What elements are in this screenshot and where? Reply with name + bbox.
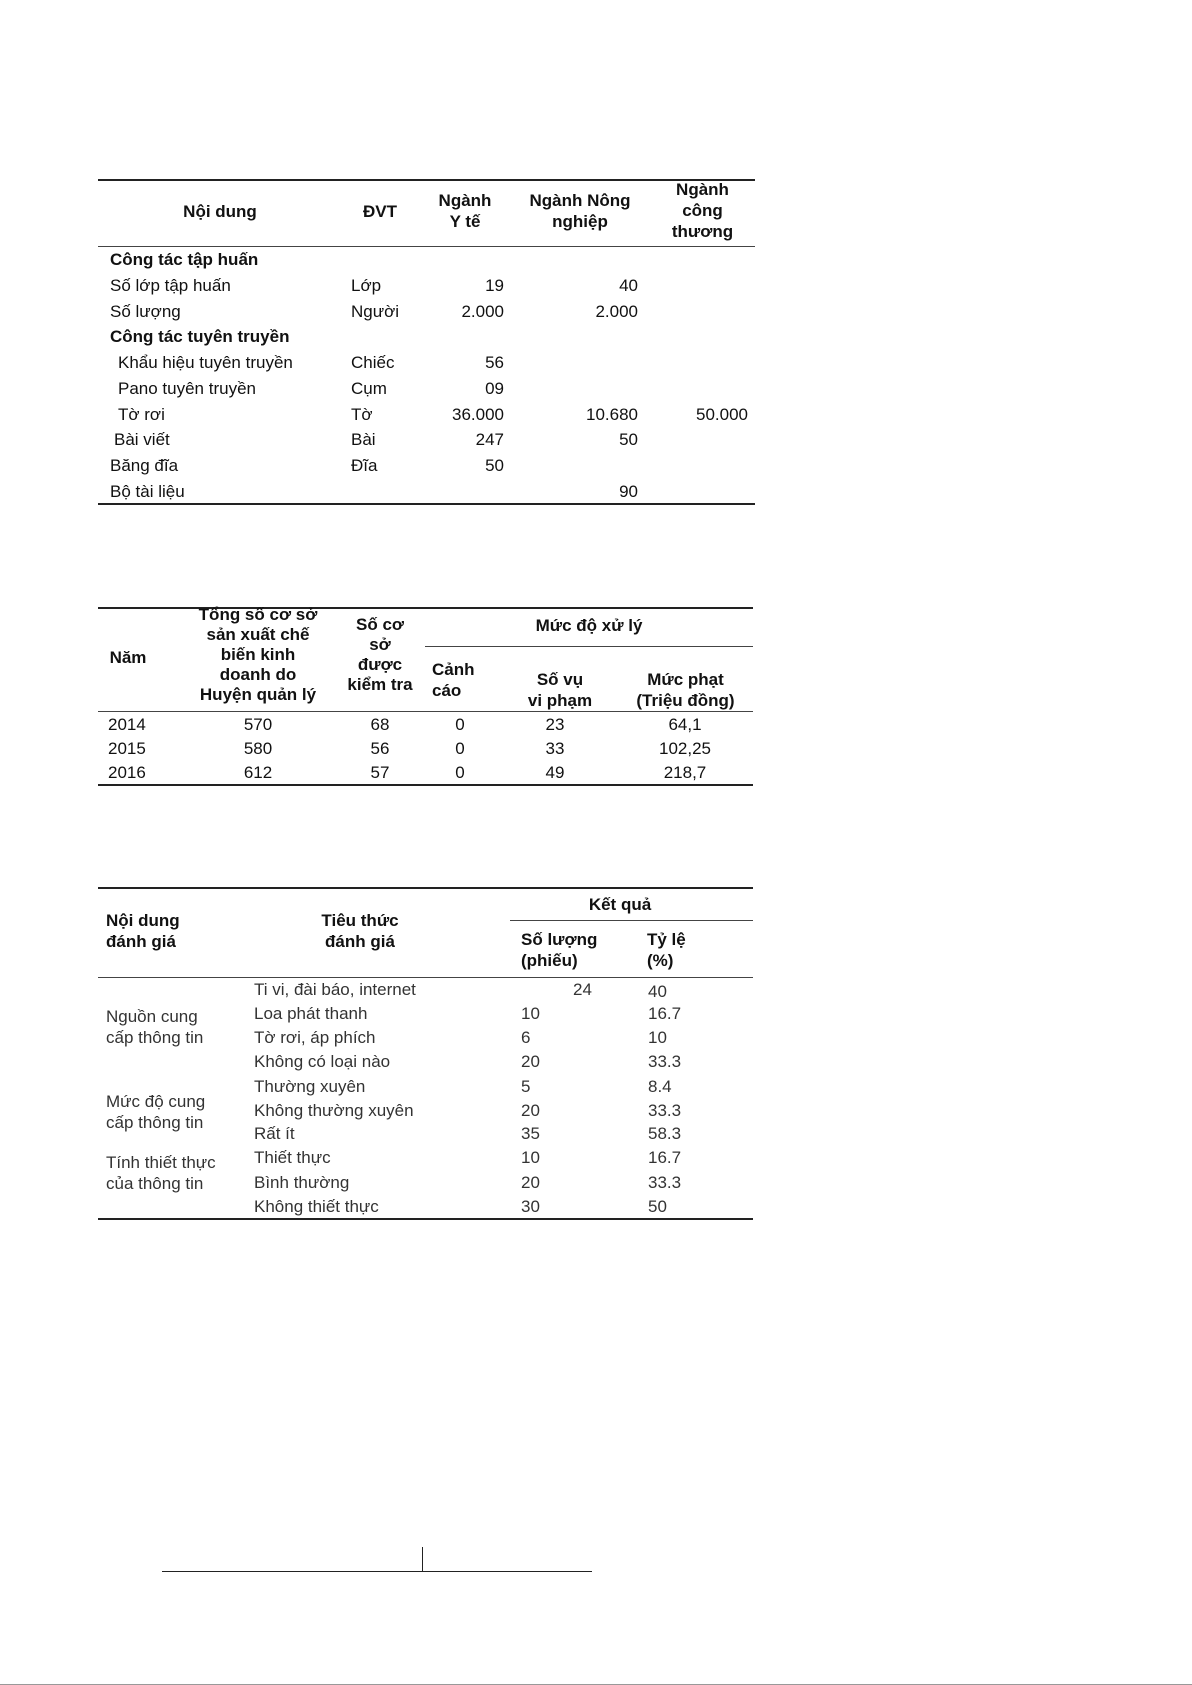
row-y-te: 50 <box>485 456 504 475</box>
subheader-rule <box>510 920 753 921</box>
section-title: Công tác tập huấn <box>110 250 259 269</box>
row-y-te: 247 <box>475 430 504 449</box>
row-y-te: 09 <box>485 379 504 398</box>
header-so-vu-vi-pham: Số vụ vi phạm <box>527 670 593 710</box>
row-kiem-tra: 68 <box>370 715 390 734</box>
header-rule <box>98 977 753 978</box>
header-rule <box>98 711 753 712</box>
row-ty-le: 8.4 <box>648 1077 672 1096</box>
header-so-co-so-kiem-tra: Số cơ sở được kiểm tra <box>347 615 413 694</box>
row-tong: 580 <box>243 739 273 758</box>
row-ty-le: 10 <box>648 1028 667 1047</box>
header-canh-cao: Cảnh cáo <box>432 660 475 700</box>
row-so-luong: 6 <box>521 1028 531 1047</box>
row-unit: Chiếc <box>351 353 395 372</box>
row-nong-nghiep: 2.000 <box>595 302 638 321</box>
row-tieu-thuc: Không thường xuyên <box>254 1101 414 1120</box>
row-so-luong: 10 <box>521 1148 540 1167</box>
row-ty-le: 16.7 <box>648 1004 682 1023</box>
table-top-rule <box>98 887 753 889</box>
row-unit: Bài <box>351 430 376 449</box>
row-tieu-thuc: Ti vi, đài báo, internet <box>254 980 416 999</box>
group-label: Nguồn cung cấp thông tin <box>106 1007 204 1047</box>
row-so-luong: 10 <box>521 1004 540 1023</box>
table-bottom-rule <box>98 1218 753 1220</box>
header-nganh-cong-thuong: Ngành công thương <box>671 180 734 241</box>
row-tieu-thuc: Thiết thực <box>254 1148 331 1167</box>
header-muc-do-xu-ly: Mức độ xử lý <box>535 616 643 635</box>
header-nganh-y-te: Ngành Y tế <box>438 191 492 231</box>
row-nam: 2014 <box>108 715 146 734</box>
row-tieu-thuc: Loa phát thanh <box>254 1004 368 1023</box>
row-ty-le: 40 <box>648 982 667 1001</box>
row-unit: Tờ <box>351 405 373 424</box>
row-tieu-thuc: Rất ít <box>254 1124 295 1143</box>
row-nong-nghiep: 10.680 <box>586 405 638 424</box>
row-label: Pano tuyên truyền <box>118 379 256 398</box>
row-tong: 612 <box>243 763 273 782</box>
row-canh-cao: 0 <box>455 763 465 782</box>
row-so-luong: 20 <box>521 1173 540 1192</box>
row-unit: Cụm <box>351 379 387 398</box>
header-noi-dung-danh-gia: Nội dung đánh giá <box>106 911 180 951</box>
row-y-te: 2.000 <box>461 302 504 321</box>
header-nganh-nong-nghiep: Ngành Nông nghiệp <box>529 191 631 231</box>
row-label: Số lớp tập huấn <box>110 276 231 295</box>
row-label: Băng đĩa <box>110 456 179 475</box>
row-ty-le: 33.3 <box>648 1173 682 1192</box>
row-kiem-tra: 56 <box>370 739 390 758</box>
row-tong: 570 <box>243 715 273 734</box>
row-muc-phat: 218,7 <box>663 763 707 782</box>
table-bottom-rule <box>98 784 753 786</box>
header-dvt: ĐVT <box>363 202 397 221</box>
row-canh-cao: 0 <box>455 715 465 734</box>
row-so-vu: 49 <box>545 763 565 782</box>
row-nam: 2015 <box>108 739 146 758</box>
row-y-te: 36.000 <box>452 405 504 424</box>
row-so-luong: 20 <box>521 1052 540 1071</box>
row-label: Số lượng <box>110 302 181 321</box>
header-so-luong: Số lượng (phiếu) <box>521 930 598 970</box>
row-nong-nghiep: 90 <box>619 482 638 501</box>
section-title: Công tác tuyên truyền <box>110 327 290 346</box>
row-label: Tờ rơi <box>118 405 165 424</box>
row-tieu-thuc: Không thiết thực <box>254 1197 379 1216</box>
header-nam: Năm <box>109 648 147 667</box>
row-nong-nghiep: 50 <box>619 430 638 449</box>
row-label: Bài viết <box>114 430 170 449</box>
row-so-vu: 23 <box>545 715 565 734</box>
row-unit: Lớp <box>351 276 382 295</box>
header-ty-le: Tỷ lệ (%) <box>647 930 686 970</box>
row-so-luong: 24 <box>573 980 592 999</box>
footnote-separator-tick <box>422 1547 423 1571</box>
row-label: Bộ tài liệu <box>110 482 185 501</box>
subheader-rule <box>425 646 753 647</box>
row-unit: Đĩa <box>351 456 378 475</box>
header-tieu-thuc-danh-gia: Tiêu thức đánh giá <box>321 911 399 951</box>
row-muc-phat: 64,1 <box>668 715 702 734</box>
row-canh-cao: 0 <box>455 739 465 758</box>
header-muc-phat: Mức phạt (Triệu đồng) <box>636 670 735 710</box>
footnote-separator <box>162 1571 592 1572</box>
row-ty-le: 33.3 <box>648 1052 682 1071</box>
row-so-vu: 33 <box>545 739 565 758</box>
row-nong-nghiep: 40 <box>619 276 638 295</box>
row-y-te: 19 <box>485 276 504 295</box>
row-tieu-thuc: Tờ rơi, áp phích <box>254 1028 376 1047</box>
row-so-luong: 30 <box>521 1197 540 1216</box>
row-so-luong: 5 <box>521 1077 531 1096</box>
group-label: Tính thiết thực của thông tin <box>106 1153 216 1193</box>
row-y-te: 56 <box>485 353 504 372</box>
row-cong-thuong: 50.000 <box>696 405 748 424</box>
row-tieu-thuc: Thường xuyên <box>254 1077 366 1096</box>
row-label: Khẩu hiệu tuyên truyền <box>118 353 293 372</box>
row-so-luong: 20 <box>521 1101 540 1120</box>
header-tong-so-co-so: Tổng số cơ sở sản xuất chế biến kinh doanh do Huyện quản lý <box>198 605 318 704</box>
row-tieu-thuc: Không có loại nào <box>254 1052 391 1071</box>
row-ty-le: 16.7 <box>648 1148 682 1167</box>
row-so-luong: 35 <box>521 1124 540 1143</box>
row-kiem-tra: 57 <box>370 763 390 782</box>
row-unit: Người <box>351 302 400 321</box>
table-bottom-rule <box>98 503 755 505</box>
header-rule <box>98 246 755 247</box>
header-noi-dung: Nội dung <box>183 202 257 221</box>
row-tieu-thuc: Bình thường <box>254 1173 350 1192</box>
group-label: Mức độ cung cấp thông tin <box>106 1092 206 1132</box>
row-ty-le: 33.3 <box>648 1101 682 1120</box>
row-nam: 2016 <box>108 763 146 782</box>
header-ket-qua: Kết quả <box>588 895 652 914</box>
row-ty-le: 58.3 <box>648 1124 682 1143</box>
row-muc-phat: 102,25 <box>659 739 711 758</box>
row-ty-le: 50 <box>648 1197 667 1216</box>
